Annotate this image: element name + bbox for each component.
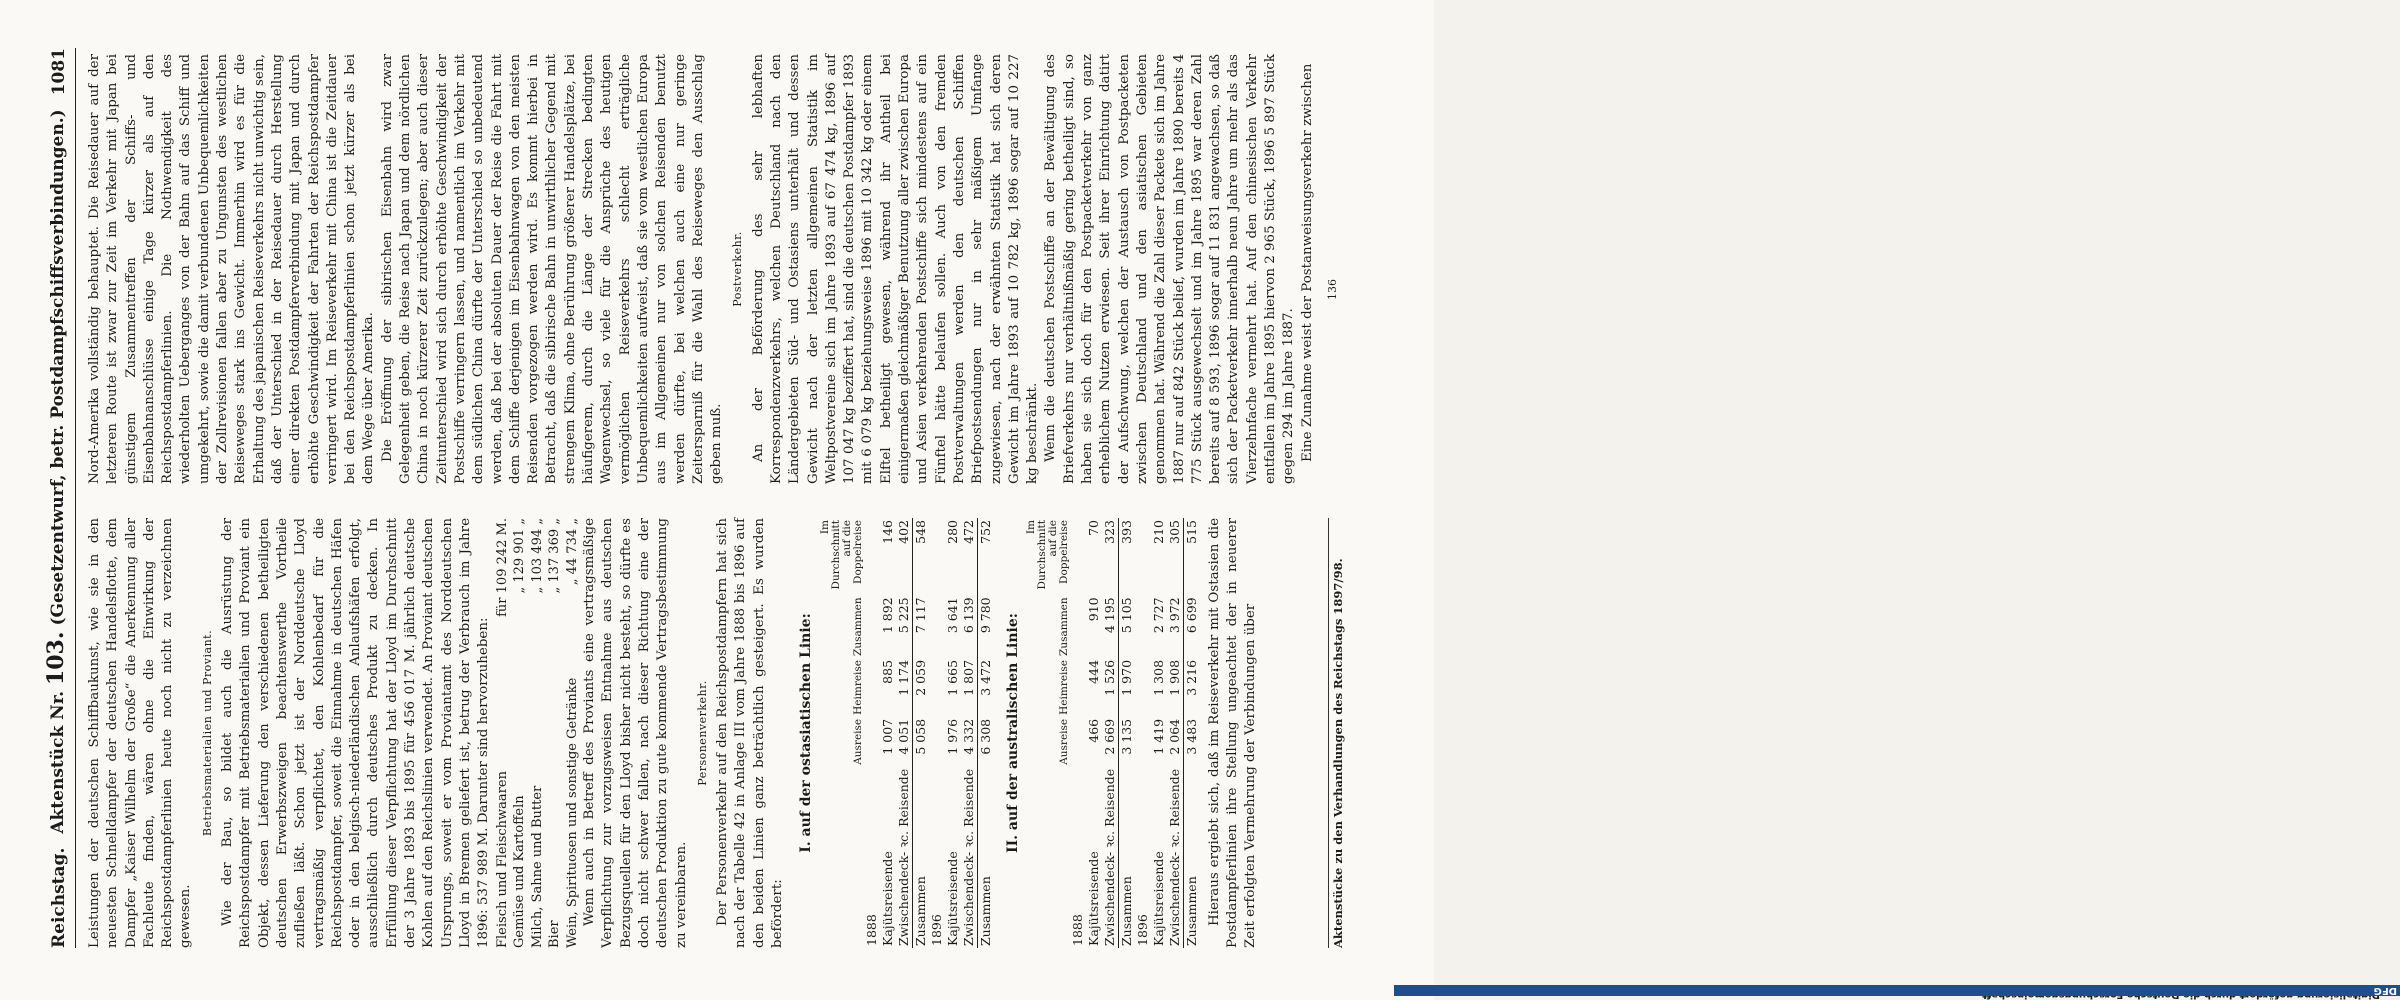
list-item-amount: „ 129 901 „	[512, 518, 528, 594]
list-item-label: Bier	[547, 920, 563, 948]
table-row	[1070, 518, 1086, 948]
money-order-paragraph: Eine Zunahme weist der Postanweisungsverkehr zwischen	[1299, 63, 1315, 462]
table-cell	[1070, 518, 1086, 595]
passenger-table-australia	[1026, 518, 1200, 948]
column-header: Im Durchschnitt auf die Doppelreise	[818, 520, 864, 590]
table-cell	[1135, 595, 1151, 658]
correspondence-paragraph: An der Beförderung des sehr lebhaften Korrespondenzverkehrs, welchen Deutschland nach den Ländergebieten Süd- und Ostasiens unterhält und dessen Gewicht nach der letzten allgemeinen Statistik im Weltpostvereine sich im Jahre 1893 auf 67 474 kg, 1896 auf 107 047 kg beziffert hat, sind die deutschen Postdampfer 1893 mit 6 079 kg beziehungsweise 1896 mit 10 342 kg oder einem Elftel betheiligt gewesen, während ihr Antheil bei einigermaßen gleichmäßiger Benutzung aller zwischen Europa und Asien verkehrenden Postschiffe sich mindestens auf ein Fünftel hätte belaufen sollen. Auch von den fremden Postverwaltungen werden den deutschen Schiffen Briefpostsendungen nur in sehr mäßigem Umfange zugewiesen, nach der erwähnten Statistik hat sich deren Gewicht im Jahre 1893 auf 10 782 kg, 1896 sogar auf 10 227 kg beschränkt.	[750, 54, 1041, 484]
table-cell: 70	[1085, 520, 1101, 536]
table-row	[1086, 518, 1102, 948]
list-item-label: Fleisch und Fleischwaaren	[494, 771, 510, 948]
table-row	[1102, 518, 1119, 948]
row-label: Zwischendeck- ꝛc. Reisende	[895, 768, 911, 946]
row-label: Kajütsreisende	[1150, 851, 1166, 946]
table-cell: 2 064	[1166, 718, 1182, 755]
list-item-amount: „ 137 369 „	[547, 518, 563, 594]
materials-paragraph: Wie der Bau, so bildet auch die Ausrüstung der Reichspostdampfer mit Betriebsmaterialien und Proviant ein Objekt, dessen Lieferung den verschiedenen betheiligten deutschen Erwerbszweigen beachtenswerthe Vortheile zufließen läßt. Schon jetzt ist der Norddeutsche Lloyd vertragsmäßig verpflichtet, den Kohlenbedarf für die Reichspostdampfer, soweit die Einnahme in deutschen Häfen oder in den belgisch-niederländischen Anlaufshäfen erfolgt, ausschließlich durch deutsches Produkt zu decken. In Erfüllung dieser Verpflichtung hat der Lloyd im Durchschnitt der 3 Jahre 1893 bis 1895 für 456 017 M. jährlich deutsche Kohlen auf den Reichslinien verwendet. An Proviant deutschen Ursprungs, soweit er vom Proviantamt des Norddeutschen Lloyd in Bremen geliefert ist, betrug der Verbrauch im Jahre 1896: 537 989 M. Darunter sind hervorzuheben:	[220, 518, 492, 948]
table-cell	[929, 518, 945, 595]
table-row	[1135, 518, 1151, 948]
header-subject: (Gesetzentwurf, betr. Postdampfschiffsverbindungen.)	[48, 109, 68, 626]
right-column	[86, 54, 1317, 484]
table-cell: 1 419	[1150, 718, 1166, 755]
siberian-railway-paragraph: Die Eröffnung der sibirischen Eisenbahn wird zwar Gelegenheit geben, die Reise nach Japan und dem nördlichen China in noch kürzerer Zeit zurückzulegen; aber auch dieser Zeitunterschied wird sich durch erhöhte Geschwindigkeit der Postschiffe verringern lassen, und namentlich im Verkehr mit dem südlichen China dürfte der Unterschied so unbedeutend werden, daß bei der absoluten Dauer der Reise die Fahrt mit dem Schiffe derjenigen im Eisenbahnwagen von den meisten Reisenden vorgezogen werden wird. Es kommt hierbei in Betracht, daß die sibirische Bahn in unwirthlicher Gegend mit strengem Klima, ohne Berührung größerer Handelsplätze, bei häufigerem, durch die Länge der Strecken bedingten Wagenwechsel, so viele für die Ansprüche des heutigen vermöglichen Reiseverkehrs schlecht erträgliche Unbequemlichkeiten aufweist, daß sie vom westlichen Europa aus im Allgemeinen nur von solchen Reisenden benutzt werden dürfte, bei welchen auch eine nur geringe Zeitersparniß für die Wahl des Reiseweges den Ausschlag geben muß.	[379, 54, 725, 484]
row-label: 1888	[1069, 914, 1085, 946]
row-label: Zwischendeck- ꝛc. Reisende	[1101, 768, 1117, 946]
table-row	[896, 518, 913, 948]
table-row	[929, 518, 945, 948]
left-column	[86, 518, 1261, 948]
row-label: Kajütsreisende	[944, 851, 960, 946]
column-header	[820, 767, 864, 948]
section-heading-materials: Betriebsmaterialien und Proviant.	[200, 629, 214, 837]
table-cell: 6 308	[977, 717, 994, 767]
table-cell	[929, 717, 945, 767]
passenger-table-east-asia	[820, 518, 994, 948]
table-cell: 1 892	[879, 597, 895, 634]
table-cell: 472	[960, 520, 976, 544]
table-row	[1183, 518, 1200, 948]
list-item	[564, 518, 582, 948]
row-label: Zusammen	[912, 767, 929, 948]
provisions-list	[494, 518, 582, 948]
list-item-amount: „ 103 494 „	[529, 518, 545, 594]
column-header: Heimreise	[1057, 659, 1070, 715]
intro-paragraph: Leistungen der deutschen Schiffbaukunst, wie sie in den neuesten Schnelldampfer der deutschen Handelsflotte, dem Dampfer „Kaiser Wilhelm der Große“ die Anerkennung aller Fachleute finden, wären ohne die Einwirkung der Reichspostdampferlinien heute noch nicht zu verzeichnen gewesen.	[87, 518, 194, 948]
table-cell: 3 135	[1118, 717, 1135, 767]
list-item-label: Milch, Sahne und Butter	[529, 785, 545, 948]
row-label: Kajütsreisende	[1085, 851, 1101, 946]
table-cell: 548	[912, 518, 929, 595]
table-cell	[1070, 595, 1086, 658]
column-header: Im Durchschnitt auf die Doppelreise	[1024, 520, 1070, 590]
table-cell: 4 195	[1101, 597, 1117, 634]
table-cell: 1 665	[944, 659, 960, 696]
digitization-note	[1400, 0, 2397, 1000]
row-label: Zusammen	[1183, 767, 1200, 948]
header-prefix: Aktenstück Nr.	[48, 690, 68, 834]
column-header	[1026, 767, 1070, 948]
table-cell	[1135, 518, 1151, 595]
row-label: 1896	[1134, 914, 1150, 946]
provisions-paragraph: Wenn auch in Betreff des Proviants eine vertragsmäßige Verpflichtung zur vorzugsweisen Entnahme aus deutschen Bezugsquellen für den Lloyd bisher nicht besteht, so dürfte es doch nicht schwer fallen, nach dieser Richtung eine der deutschen Produktion zu gute kommende Vertragsbestimmung zu vereinbaren.	[582, 518, 689, 948]
table-row	[1167, 518, 1184, 948]
row-label: Zusammen	[977, 767, 994, 948]
table-cell: 1 976	[944, 718, 960, 755]
footnote: Aktenstücke zu den Verhandlungen des Reichstags 1897/98.	[1328, 518, 1345, 948]
header-left: Reichstag.	[49, 847, 69, 948]
header-title	[43, 109, 69, 833]
table-cell: 2 059	[912, 658, 929, 717]
table-header-row	[820, 518, 864, 948]
table-cell: 5 058	[912, 717, 929, 767]
table-cell: 3 483	[1183, 717, 1200, 767]
table-cell: 3 472	[977, 658, 994, 717]
list-item	[494, 518, 512, 948]
page-number: 1081	[49, 48, 69, 96]
list-item	[529, 518, 547, 948]
table-row	[880, 518, 896, 948]
row-label: Zwischendeck- ꝛc. Reisende	[960, 768, 976, 946]
column-header: Ausreise	[851, 718, 864, 765]
page-header	[36, 48, 76, 948]
column-header: Heimreise	[851, 659, 864, 715]
section-heading-post: Postverkehr.	[731, 231, 745, 307]
row-label: 1896	[928, 914, 944, 946]
table-cell	[929, 595, 945, 658]
table-cell	[864, 595, 880, 658]
column-header: Ausreise	[1057, 718, 1070, 765]
table-cell: 5 225	[895, 597, 911, 634]
list-item-amount: „ 44 734 „	[564, 518, 580, 586]
column-header: Zusammen	[851, 597, 864, 656]
list-item-label: Wein, Spirituosen und sonstige Getränke	[564, 677, 580, 948]
table-cell: 1 526	[1101, 659, 1117, 696]
table-cell: 305	[1166, 520, 1182, 544]
list-item-amount: für 109 242 M.	[494, 518, 510, 617]
table-cell: 1 970	[1118, 658, 1135, 717]
table-cell: 515	[1183, 518, 1200, 595]
list-item	[511, 518, 529, 948]
table-row	[912, 518, 929, 948]
table-cell	[1135, 658, 1151, 717]
table-cell	[864, 658, 880, 717]
table-row	[864, 518, 880, 948]
table-cell	[864, 717, 880, 767]
america-route-paragraph: Nord-Amerika vollständig behauptet. Die Reisedauer auf der letzteren Route ist zwar zur Zeit im Verkehr mit Japan bei günstigem Zusammentreffen der Schiffs- und Eisenbahnanschlüsse einige Tage kürzer als auf den Reichspostdampferlinien. Die Nothwendigkeit des wiederholten Ueberganges von der Bahn auf das Schiff und umgekehrt, sowie die damit verbundenen Unbequemlichkeiten der Zollrevisionen fallen aber zu Ungunsten des westlichen Reiseweges stark ins Gewicht. Immerhin wird es für die Erhaltung des japanischen Reiseverkehrs nicht unwichtig sein, daß der Unterschied in der Reisedauer durch Herstellung einer direkten Postdampferverbindung mit Japan und durch erhöhte Geschwindigkeit der Fahrten der Reichspostdampfer verringert wird. Im Reiseverkehr mit China ist die Zeitdauer bei den Reichspostdampferlinien schon jetzt kürzer als bei dem Wege über Amerika.	[87, 54, 377, 484]
table-title-east-asia: I. auf der ostasiatischen Linie:	[798, 613, 815, 853]
table-cell: 466	[1085, 718, 1101, 743]
section-heading-passengers: Personenverkehr.	[695, 680, 709, 786]
page-marker: 136	[1326, 279, 1339, 300]
table-cell: 910	[1085, 597, 1101, 622]
table-cell: 146	[879, 520, 895, 544]
table-header-row	[1026, 518, 1070, 948]
dfg-logo: DFG	[1394, 985, 2400, 996]
table-cell: 2 727	[1150, 597, 1166, 634]
table-title-australia: II. auf der australischen Linie:	[1004, 613, 1021, 853]
table-cell: 752	[977, 518, 994, 595]
parcel-paragraph: Wenn die deutschen Postschiffe an der Bewältigung des Briefverkehrs nur verhältnißmäßig gering betheiligt sind, so haben sie sich doch für den Postpacketverkehr von ganz erheblichem Nutzen erwiesen. Seit ihrer Einrichtung datirt der Aufschwung, welchen der Austausch von Postpacketen zwischen Deutschland und den asiatischen Gebieten genommen hat. Während die Zahl dieser Packete sich im Jahre 1887 nur auf 842 Stück belief, wurden im Jahre 1890 bereits 4 775 Stück ausgewechselt und im Jahre 1895 war deren Zahl bereits auf 8 593, 1896 sogar auf 11 831 angewachsen, so daß sich der Packetverkehr innerhalb neun Jahre um mehr als das Vierzehnfache vermehrt hat. Auf den chinesischen Verkehr entfallen im Jahre 1895 hiervon 2 965 Stück, 1896 5 897 Stück gegen 294 im Jahre 1887.	[1043, 54, 1297, 484]
table-cell: 885	[879, 659, 895, 684]
table-cell	[1070, 658, 1086, 717]
table-cell: 1 007	[879, 718, 895, 755]
table-cell	[1070, 717, 1086, 767]
table-cell: 4 332	[960, 718, 976, 755]
table-row	[1151, 518, 1167, 948]
row-label: Kajütsreisende	[879, 851, 895, 946]
table-cell: 6 699	[1183, 595, 1200, 658]
table-row	[945, 518, 961, 948]
table-cell: 1 807	[960, 659, 976, 696]
table-cell	[1135, 717, 1151, 767]
table-cell: 402	[895, 520, 911, 544]
table-cell: 323	[1101, 520, 1117, 544]
table-row	[1118, 518, 1135, 948]
table-cell: 7 117	[912, 595, 929, 658]
passengers-paragraph: Der Personenverkehr auf den Reichspostdampfern hat sich nach der Tabelle 42 in Anlage III vom Jahre 1888 bis 1896 auf den beiden Linien ganz beträchtlich gesteigert. Es wurden befördert:	[715, 518, 785, 948]
row-label: 1888	[863, 914, 879, 946]
table-cell: 280	[944, 520, 960, 544]
table-cell: 3 972	[1166, 597, 1182, 634]
row-label: Zusammen	[1118, 767, 1135, 948]
table-cell: 2 669	[1101, 718, 1117, 755]
table-cell: 210	[1150, 520, 1166, 544]
document-number: 103.	[43, 631, 69, 686]
table-cell: 4 051	[895, 718, 911, 755]
conclusion-paragraph: Hieraus ergiebt sich, daß im Reiseverkehr mit Ostasien die Postdampferlinien ihre Stellung ungeachtet der in neuerer Zeit erfolgten Vermehrung der Verbindungen über	[1206, 518, 1259, 948]
table-cell: 393	[1118, 518, 1135, 595]
table-cell	[864, 518, 880, 595]
table-row	[961, 518, 978, 948]
table-cell: 9 780	[977, 595, 994, 658]
table-cell: 1 908	[1166, 659, 1182, 696]
table-cell: 1 308	[1150, 659, 1166, 696]
table-cell: 3 216	[1183, 658, 1200, 717]
table-cell: 3 641	[944, 597, 960, 634]
table-cell: 5 105	[1118, 595, 1135, 658]
table-cell: 6 139	[960, 597, 976, 634]
list-item-label: Gemüse und Kartoffeln	[512, 795, 528, 948]
table-cell: 1 174	[895, 659, 911, 696]
list-item	[546, 518, 564, 948]
table-cell: 444	[1085, 659, 1101, 684]
table-cell	[929, 658, 945, 717]
table-row	[977, 518, 994, 948]
row-label: Zwischendeck- ꝛc. Reisende	[1166, 768, 1182, 946]
column-header: Zusammen	[1057, 597, 1070, 656]
